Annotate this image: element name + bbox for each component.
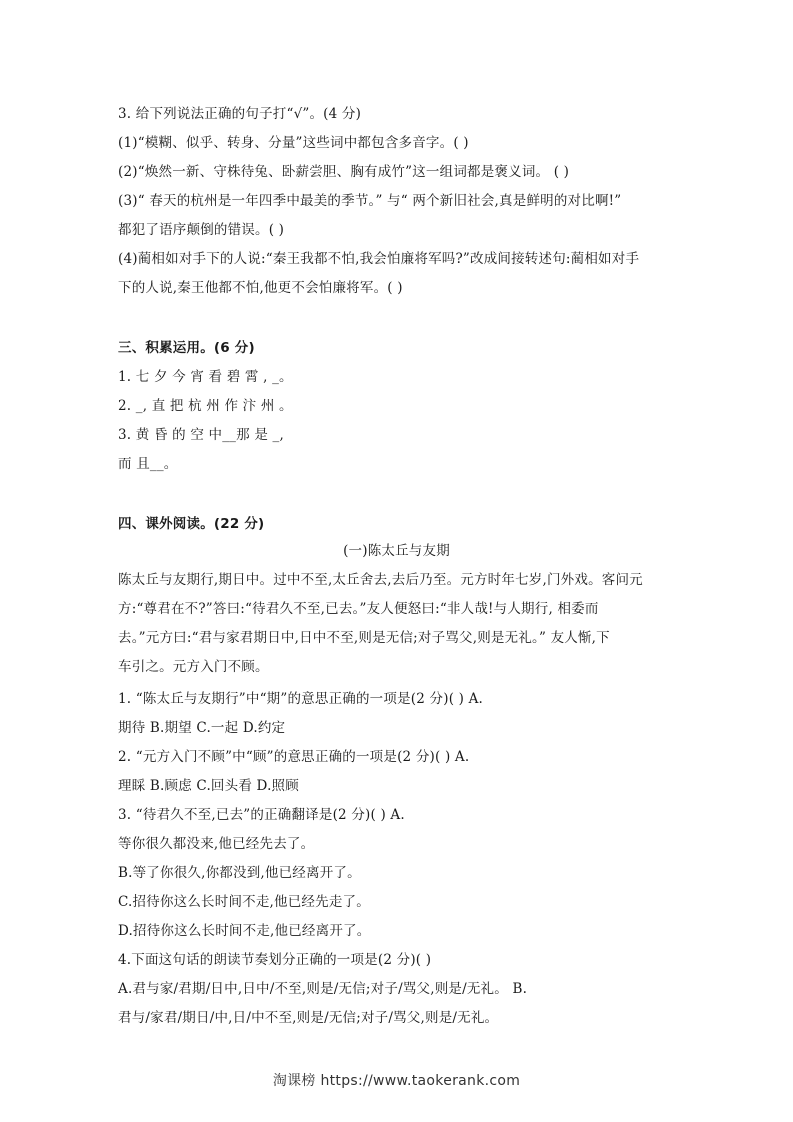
reading-question-3-option-c: C.招待你这么长时间不走,他已经先走了。 xyxy=(118,894,370,910)
section-4-heading: 四、课外阅读。(22 分) xyxy=(118,516,265,532)
poem-line-4: 而 且__。 xyxy=(118,456,178,472)
poem-line-1: 1. 七 夕 今 宵 看 碧 霄 , _。 xyxy=(118,369,293,385)
question-3-title: 3. 给下列说法正确的句子打“√”。(4 分) xyxy=(118,106,362,122)
reading-question-3-option-d: D.招待你这么长时间不走,他已经离开了。 xyxy=(118,923,371,939)
reading-question-3: 3. “待君久不至,已去”的正确翻译是(2 分)( ) A. xyxy=(118,807,405,823)
reading-question-3-option-b: B.等了你很久,你都没到,他已经离开了。 xyxy=(118,865,361,881)
reading-question-4-option-a: A.君与家/君期/日中,日中/不至,则是/无信;对子/骂父,则是/无礼。 B. xyxy=(118,981,528,997)
reading-question-2: 2. “元方入门不顾”中“顾”的意思正确的一项是(2 分)( ) A. xyxy=(118,749,470,765)
reading-question-3-option-a: 等你很久都没来,他已经先去了。 xyxy=(118,836,315,852)
passage-line-1: 陈太丘与友期行,期日中。过中不至,太丘舍去,去后乃至。元方时年七岁,门外戏。客问元 xyxy=(118,572,643,588)
question-3-item-4-line-1: (4)蔺相如对手下的人说:“秦王我都不怕,我会怕廉将军吗?”改成间接转述句:蔺相如对手 xyxy=(118,251,640,267)
poem-line-2: 2. _, 直 把 杭 州 作 汴 州 。 xyxy=(118,398,293,414)
footer-watermark: 淘课榜 https://www.taokerank.com xyxy=(272,1073,521,1089)
question-3-item-3-line-2: 都犯了语序颠倒的错误。( ) xyxy=(118,222,285,238)
reading-question-4-option-b: 君与/家君/期日/中,日/中不至,则是/无信;对子/骂父,则是/无礼。 xyxy=(118,1010,499,1026)
section-3-heading: 三、积累运用。(6 分) xyxy=(118,340,255,356)
reading-question-2-options: 理睬 B.顾虑 C.回头看 D.照顾 xyxy=(118,778,299,794)
passage-line-4: 车引之。元方入门不顾。 xyxy=(118,659,269,675)
question-3-item-2: (2)“焕然一新、守株待兔、卧薪尝胆、胸有成竹”这一组词都是褒义词。 ( ) xyxy=(118,164,570,180)
passage-line-3: 去。”元方曰:“君与家君期日中,日中不至,则是无信;对子骂父,则是无礼。” 友人惭,下 xyxy=(118,630,610,646)
reading-question-1-options: 期待 B.期望 C.一起 D.约定 xyxy=(118,720,286,736)
question-3-item-3-line-1: (3)“ 春天的杭州是一年四季中最美的季节。” 与“ 两个新旧社会,真是鲜明的对比啊!” xyxy=(118,193,622,209)
question-3-item-4-line-2: 下的人说,秦王他都不怕,他更不会怕廉将军。( ) xyxy=(118,280,403,296)
poem-line-3: 3. 黄 昏 的 空 中__那 是 _, xyxy=(118,427,284,443)
reading-question-4: 4.下面这句话的朗读节奏划分正确的一项是(2 分)( ) xyxy=(118,952,432,968)
passage-line-2: 方:“尊君在不?”答曰:“待君久不至,已去。”友人便怒曰:“非人哉!与人期行, 相委而 xyxy=(118,601,599,617)
reading-question-1: 1. “陈太丘与友期行”中“期”的意思正确的一项是(2 分)( ) A. xyxy=(118,691,484,707)
passage-title: (一)陈太丘与友期 xyxy=(343,543,450,559)
question-3-item-1: (1)“模糊、似乎、转身、分量”这些词中都包含多音字。( ) xyxy=(118,135,469,151)
